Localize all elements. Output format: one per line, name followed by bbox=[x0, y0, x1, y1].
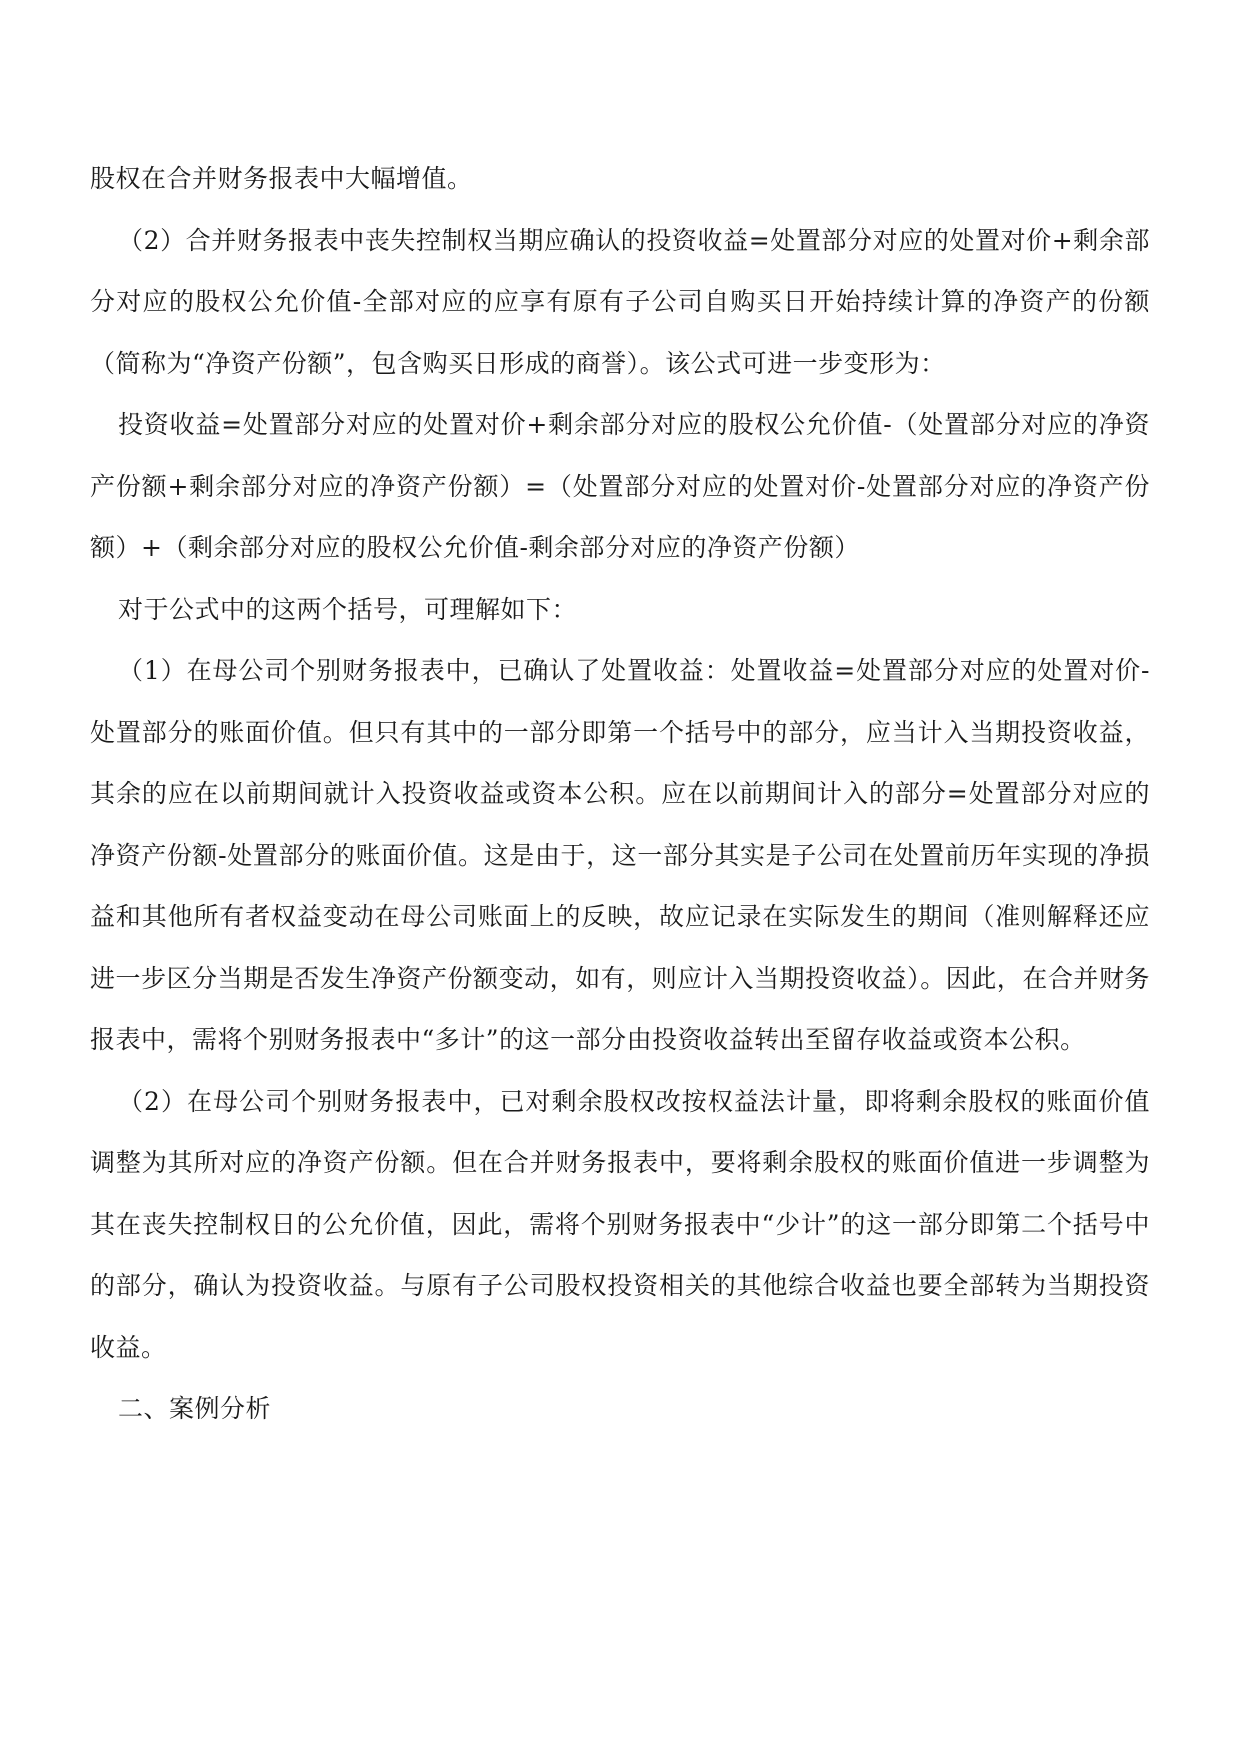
paragraph-point-2: （2）在母公司个别财务报表中，已对剩余股权改按权益法计量，即将剩余股权的账面价值调整为其所对应的净资产份额。但在合并财务报表中，要将剩余股权的账面价值进一步调整为其在丧失控制权日的公允价值，因此，需将个别财务报表中“少计”的这一部分即第二个括号中的部分，确认为投资收益。与原有子公司股权投资相关的其他综合收益也要全部转为当期投资收益。 bbox=[90, 1086, 1150, 1362]
paragraph-continuation: 股权在合并财务报表中大幅增值。 bbox=[90, 164, 473, 193]
paragraph-formula: 投资收益=处置部分对应的处置对价+剩余部分对应的股权公允价值-（处置部分对应的净资产份额+剩余部分对应的净资产份额）=（处置部分对应的处置对价-处置部分对应的净资产份额）+（剩余部分对应的股权公允价值-剩余部分对应的净资产份额） bbox=[90, 410, 1150, 562]
paragraph-formula-intro: （2）合并财务报表中丧失控制权当期应确认的投资收益=处置部分对应的处置对价+剩余部分对应的股权公允价值-全部对应的应享有原有子公司自购买日开始持续计算的净资产的份额（简称为“净资产份额”，包含购买日形成的商誉）。该公式可进一步变形为： bbox=[90, 225, 1150, 378]
paragraph-point-1: （1）在母公司个别财务报表中，已确认了处置收益：处置收益=处置部分对应的处置对价-处置部分的账面价值。但只有其中的一部分即第一个括号中的部分，应当计入当期投资收益，其余的应在以前期间就计入投资收益或资本公积。应在以前期间计入的部分=处置部分对应的净资产份额-处置部分的账面价值。这是由于，这一部分其实是子公司在处置前历年实现的净损益和其他所有者权益变动在母公司账面上的反映，故应记录在实际发生的期间（准则解释还应进一步区分当期是否发生净资产份额变动，如有，则应计入当期投资收益）。因此，在合并财务报表中，需将个别财务报表中“多计”的这一部分由投资收益转出至留存收益或资本公积。 bbox=[90, 656, 1150, 1054]
paragraph-bracket-intro: 对于公式中的这两个括号，可理解如下： bbox=[118, 594, 578, 624]
body-text bbox=[90, 148, 1150, 1440]
section-heading: 二、案例分析 bbox=[118, 1394, 272, 1423]
